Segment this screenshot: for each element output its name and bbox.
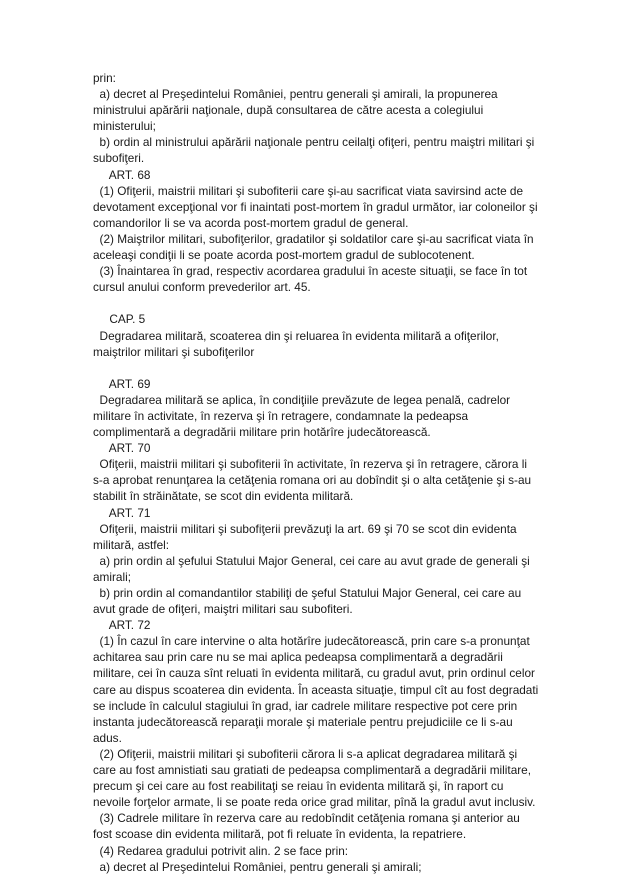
text-line: nevoile forţelor armate, li se poate reda orice grad militar, pînă la gradul avut inclusiv. [93, 795, 536, 810]
text-line: (2) Ofiţerii, maistrii militari şi subofiterii cărora li s-a aplicat degradarea militară şi [93, 746, 518, 761]
text-line: adus. [93, 730, 122, 745]
text-line: (2) Maiştrilor militari, subofiţerilor, gradatilor şi soldatilor care şi-au sacrificat viata în [93, 231, 534, 246]
text-line: devotament excepţional vor fi inaintati post-mortem în gradul următor, iar coloneilor şi [93, 199, 538, 214]
text-line: fost scoase din evidenta militară, pot fi reluate în evidenta, la repatriere. [93, 827, 467, 842]
text-line: se include în calculul stagiului în grad, iar cadrele militare respective pot cere prin [93, 698, 518, 713]
text-line: (1) Ofiţerii, maistrii militari şi subofiterii care şi-au sacrificat viata savirsind acte de [93, 183, 524, 198]
text-line: militară, astfel: [93, 537, 170, 552]
text-line: precum şi cei care au fost reabilitaţi se reiau în evidenta militară şi, în raport cu [93, 779, 504, 794]
article-heading: ART. 71 [93, 505, 151, 520]
chapter-heading: CAP. 5 [93, 312, 146, 327]
document-page [93, 70, 553, 875]
text-line: comandorilor li se va acorda post-mortem gradul de general. [93, 215, 409, 230]
text-line: b) prin ordin al comandantilor stabiliţi de şeful Statului Major General, cei care au [93, 586, 522, 600]
text-line: a) prin ordin al şefului Statului Major General, cei care au avut grade de generali şi [93, 553, 530, 568]
text-line: aceleaşi condiţii li se poate acorda post-mortem gradul de sublocotenent. [93, 248, 475, 263]
text-line: b) ordin al ministrului apărării naţionale pentru ceilalţi ofiţeri, pentru maiştri militari şi [93, 135, 535, 150]
text-line: complimentară a degradării militare prin hotărîre judecătorească. [93, 425, 431, 440]
text-line: ministrului apărării naţionale, după consultarea de către acesta a colegiului [93, 103, 484, 118]
text-line: Degradarea militară, scoaterea din şi reluarea în evidenta militară a ofiţerilor, [93, 328, 499, 343]
text-line: care au fost amnistiati sau gratiati de pedeapsa complimentară a degradării militare, [93, 763, 532, 778]
text-line: (3) Cadrele militare în rezerva care au redobîndit cetăţenia romana şi anterior au [93, 811, 520, 826]
text-line: subofiţeri. [93, 151, 145, 166]
text-line: militare, cei în cauza sînt reluati în evidenta militară, cu gradul avut, prin ordinul celor [93, 666, 535, 681]
text-line: achitarea sau prin care nu se mai aplica pedeapsa complimentară a degradării [93, 650, 503, 665]
text-line: Degradarea militară se aplica, în condiţiile prevăzute de legea penală, cadrelor [93, 392, 511, 407]
text-line: (4) Redarea gradului potrivit alin. 2 se face prin: [93, 843, 349, 858]
text-line: Ofiţerii, maistrii militari şi subofiţerii prevăzuţi la art. 69 şi 70 se scot din evidenta [93, 521, 517, 536]
text-line: avut grade de ofiţeri, maiştri militari sau subofiteri. [93, 602, 353, 617]
text-line: prin: [93, 71, 116, 85]
text-line [93, 360, 553, 376]
text-line: militare în activitate, în rezerva şi în retragere, condamnate la pedeapsa [93, 408, 469, 423]
text-line: care au dispus scoaterea din evidenta. În aceasta situaţie, timpul cît au fost degradati [93, 682, 539, 697]
text-line: amirali; [93, 569, 132, 584]
text-line: a) decret al Preşedintelui României, pentru generali şi amirali, la propunerea [93, 87, 498, 102]
text-line: a) decret al Preşedintelui României, pentru generali şi amirali; [93, 859, 422, 874]
text-line: cursul anului conform prevederilor art. 45. [93, 280, 311, 295]
article-heading: ART. 70 [93, 441, 151, 456]
article-heading: ART. 72 [93, 618, 151, 633]
text-line: stabilit în străinătate, se scot din evidenta militară. [93, 489, 354, 504]
text-line: (1) În cazul în care intervine o alta hotărîre judecătorească, prin care s-a pronunţat [93, 634, 530, 649]
text-line: s-a aprobat renunţarea la cetăţenia romana ori au dobîndit şi o alta cetăţenie şi s-au [93, 473, 532, 488]
text-line: instanta judecătorească reparaţii morale şi materiale pentru prejudiciile ce li s-au [93, 714, 513, 729]
article-heading: ART. 68 [93, 167, 151, 182]
text-line: ministerului; [93, 119, 156, 134]
article-heading: ART. 69 [93, 376, 151, 391]
text-line [93, 295, 553, 311]
text-line: maiştrilor militari şi subofiţerilor [93, 344, 255, 359]
text-line: Ofiţerii, maistrii militari şi subofiterii în activitate, în rezerva şi în retragere, cărora li [93, 457, 527, 472]
text-line: (3) Înaintarea în grad, respectiv acordarea gradului în aceste situaţii, se face în tot [93, 264, 528, 279]
